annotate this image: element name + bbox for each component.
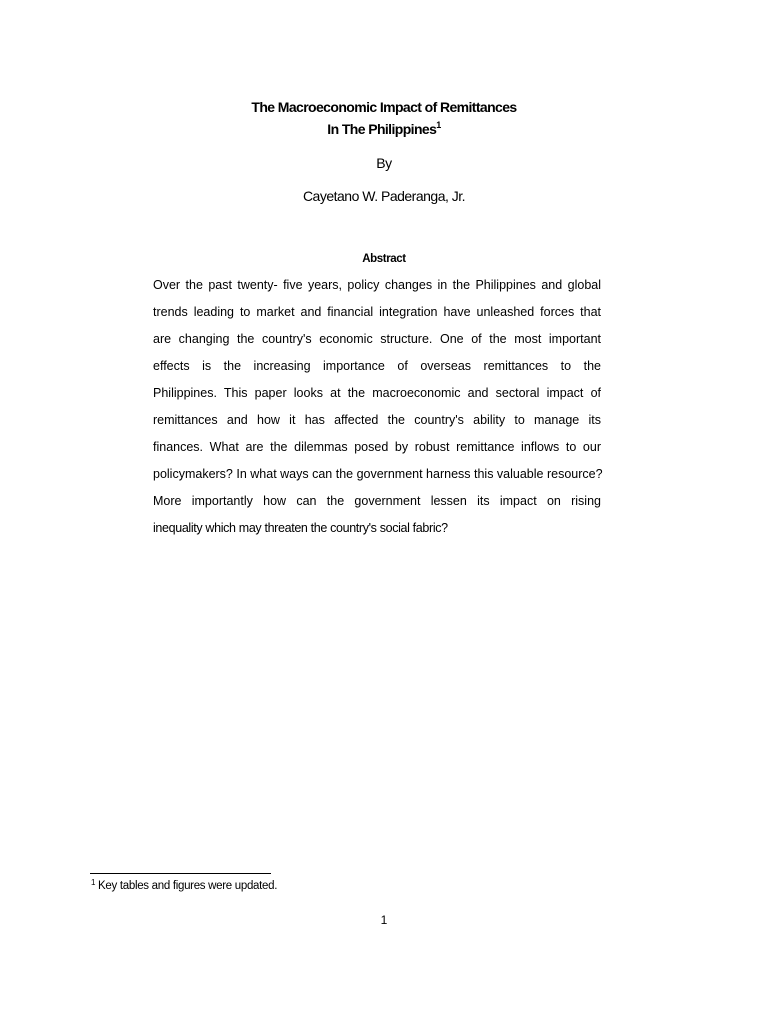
abstract-line: finances. What are the dilemmas posed by robust remittance inflows to our — [153, 440, 601, 454]
abstract-body — [153, 272, 601, 542]
title-footnote-marker[interactable]: 1 — [436, 120, 441, 130]
paper-title-line-1: The Macroeconomic Impact of Remittances — [251, 99, 517, 115]
abstract-line: trends leading to market and financial integration have unleashed forces that — [153, 305, 601, 319]
footnote — [91, 880, 277, 892]
footnote-text: Key tables and figures were updated. — [95, 880, 278, 892]
abstract-line: effects is the increasing importance of overseas remittances to the — [153, 359, 601, 373]
paper-title-line-2 — [0, 121, 768, 138]
page-number: 1 — [380, 913, 388, 927]
abstract-heading: Abstract — [362, 253, 406, 265]
paper-title-line-2-text: In The Philippines — [327, 121, 437, 137]
author-name: Cayetano W. Paderanga, Jr. — [302, 188, 466, 204]
byline-by: By — [376, 155, 392, 171]
abstract-line: More importantly how can the government lessen its impact on rising — [153, 494, 601, 508]
abstract-line: remittances and how it has affected the country's ability to manage its — [153, 413, 601, 427]
abstract-line: policymakers? In what ways can the government harness this valuable resource? — [153, 467, 603, 481]
abstract-line: Philippines. This paper looks at the macroeconomic and sectoral impact of — [153, 386, 601, 400]
abstract-line: are changing the country's economic structure. One of the most important — [153, 332, 601, 346]
footnote-separator — [90, 873, 271, 874]
footnote-marker: 1 — [91, 878, 96, 887]
abstract-line: Over the past twenty- five years, policy changes in the Philippines and global — [153, 278, 601, 292]
abstract-line-last: inequality which may threaten the country's social fabric? — [153, 521, 448, 535]
